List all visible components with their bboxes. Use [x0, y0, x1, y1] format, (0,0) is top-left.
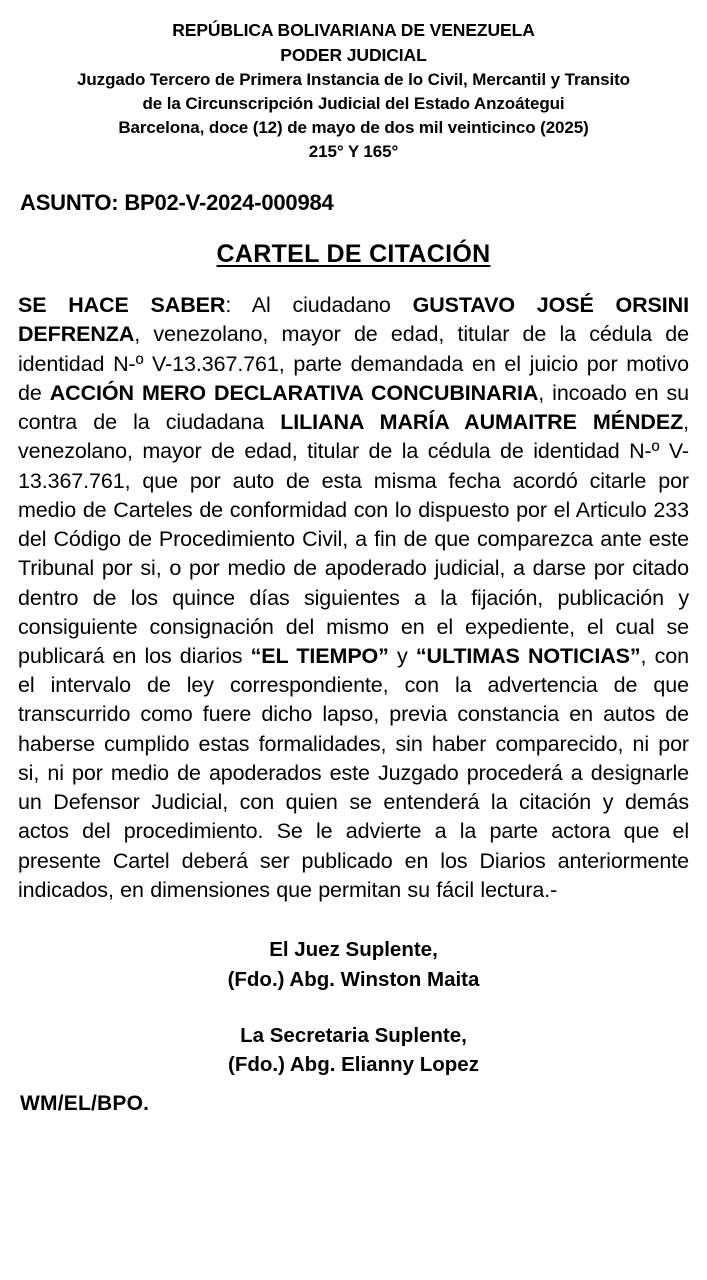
newspaper-two: “ULTIMAS NOTICIAS” — [415, 644, 641, 668]
judge-title: El Juez Suplente, — [269, 938, 438, 962]
judge-signature-block — [18, 935, 689, 994]
body-text-5: y — [388, 644, 416, 668]
header-line-years: 215° Y 165° — [308, 142, 399, 162]
body-text-6: , con el intervalo de ley correspondiente, con la advertencia de que transcurrido como fuere dicho lapso, previa constancia en autos de haberse cumplido estas formalidades, sin haber comparecido, ni por si, ni por medio de apoderados este Juzgado procederá a designarle un Defensor Judicial, con quien se entenderá la citación y demás actos del procedimiento. Se le advierte a la parte actora que el presente Cartel deberá ser publicado en los Diarios anteriormente indicados, en dimensiones que permitan su fácil lectura.- — [18, 644, 689, 902]
footer-reference-code: WM/EL/BPO. — [20, 1091, 150, 1115]
case-motive: ACCIÓN MERO DECLARATIVA CONCUBINARIA — [49, 380, 539, 405]
document-body — [18, 291, 689, 905]
secretary-name: (Fdo.) Abg. Elianny Lopez — [228, 1053, 479, 1077]
body-text-3: , incoado en su contra de la ciudadana — [18, 380, 689, 435]
header-line-judicial-power: PODER JUDICIAL — [280, 44, 427, 65]
secretary-signature-block — [18, 1021, 689, 1080]
header-line-court: Juzgado Tercero de Primera Instancia de lo Civil, Mercantil y Transito — [77, 69, 630, 89]
body-text-4: , venezolano, mayor de edad, titular de la cédula de identidad N-º V-13.367.761, que por auto de esta misma fecha acordó citarle por medio de Carteles de conformidad con lo dispuesto por el Articulo 233 del Código de Procedimiento Civil, a fin de que comparezca ante este Tribunal por si, o por medio de apoderado judicial, a darse por citado dentro de los quince días siguientes a la fijación, publicación y consiguiente consignación del mismo en el expediente, el cual se publicará en los diarios — [18, 410, 689, 668]
header-line-jurisdiction: de la Circunscripción Judicial del Estado Anzoátegui — [142, 93, 565, 113]
case-number: ASUNTO: BP02-V-2024-000984 — [20, 190, 334, 216]
body-lead: SE HACE SABER — [18, 293, 226, 318]
document-title: CARTEL DE CITACIÓN — [216, 240, 491, 269]
newspaper-one: “EL TIEMPO” — [250, 644, 389, 668]
judge-name: (Fdo.) Abg. Winston Maita — [227, 967, 480, 991]
document-header — [18, 18, 689, 164]
defendant-name: GUSTAVO JOSÉ ORSINI DEFRENZA — [18, 293, 689, 347]
plaintiff-name: LILIANA MARÍA AUMAITRE MÉNDEZ — [280, 410, 684, 435]
secretary-title: La Secretaria Suplente, — [240, 1023, 467, 1047]
body-text-1: : Al ciudadano — [225, 293, 413, 318]
header-line-republic: REPÚBLICA BOLIVARIANA DE VENEZUELA — [172, 20, 535, 40]
header-line-place-date: Barcelona, doce (12) de mayo de dos mil veinticinco (2025) — [118, 117, 589, 137]
body-text-2: , venezolano, mayor de edad, titular de la cédula de identidad N-º V-13.367.761, parte demandada en el juicio por motivo de — [18, 322, 689, 405]
